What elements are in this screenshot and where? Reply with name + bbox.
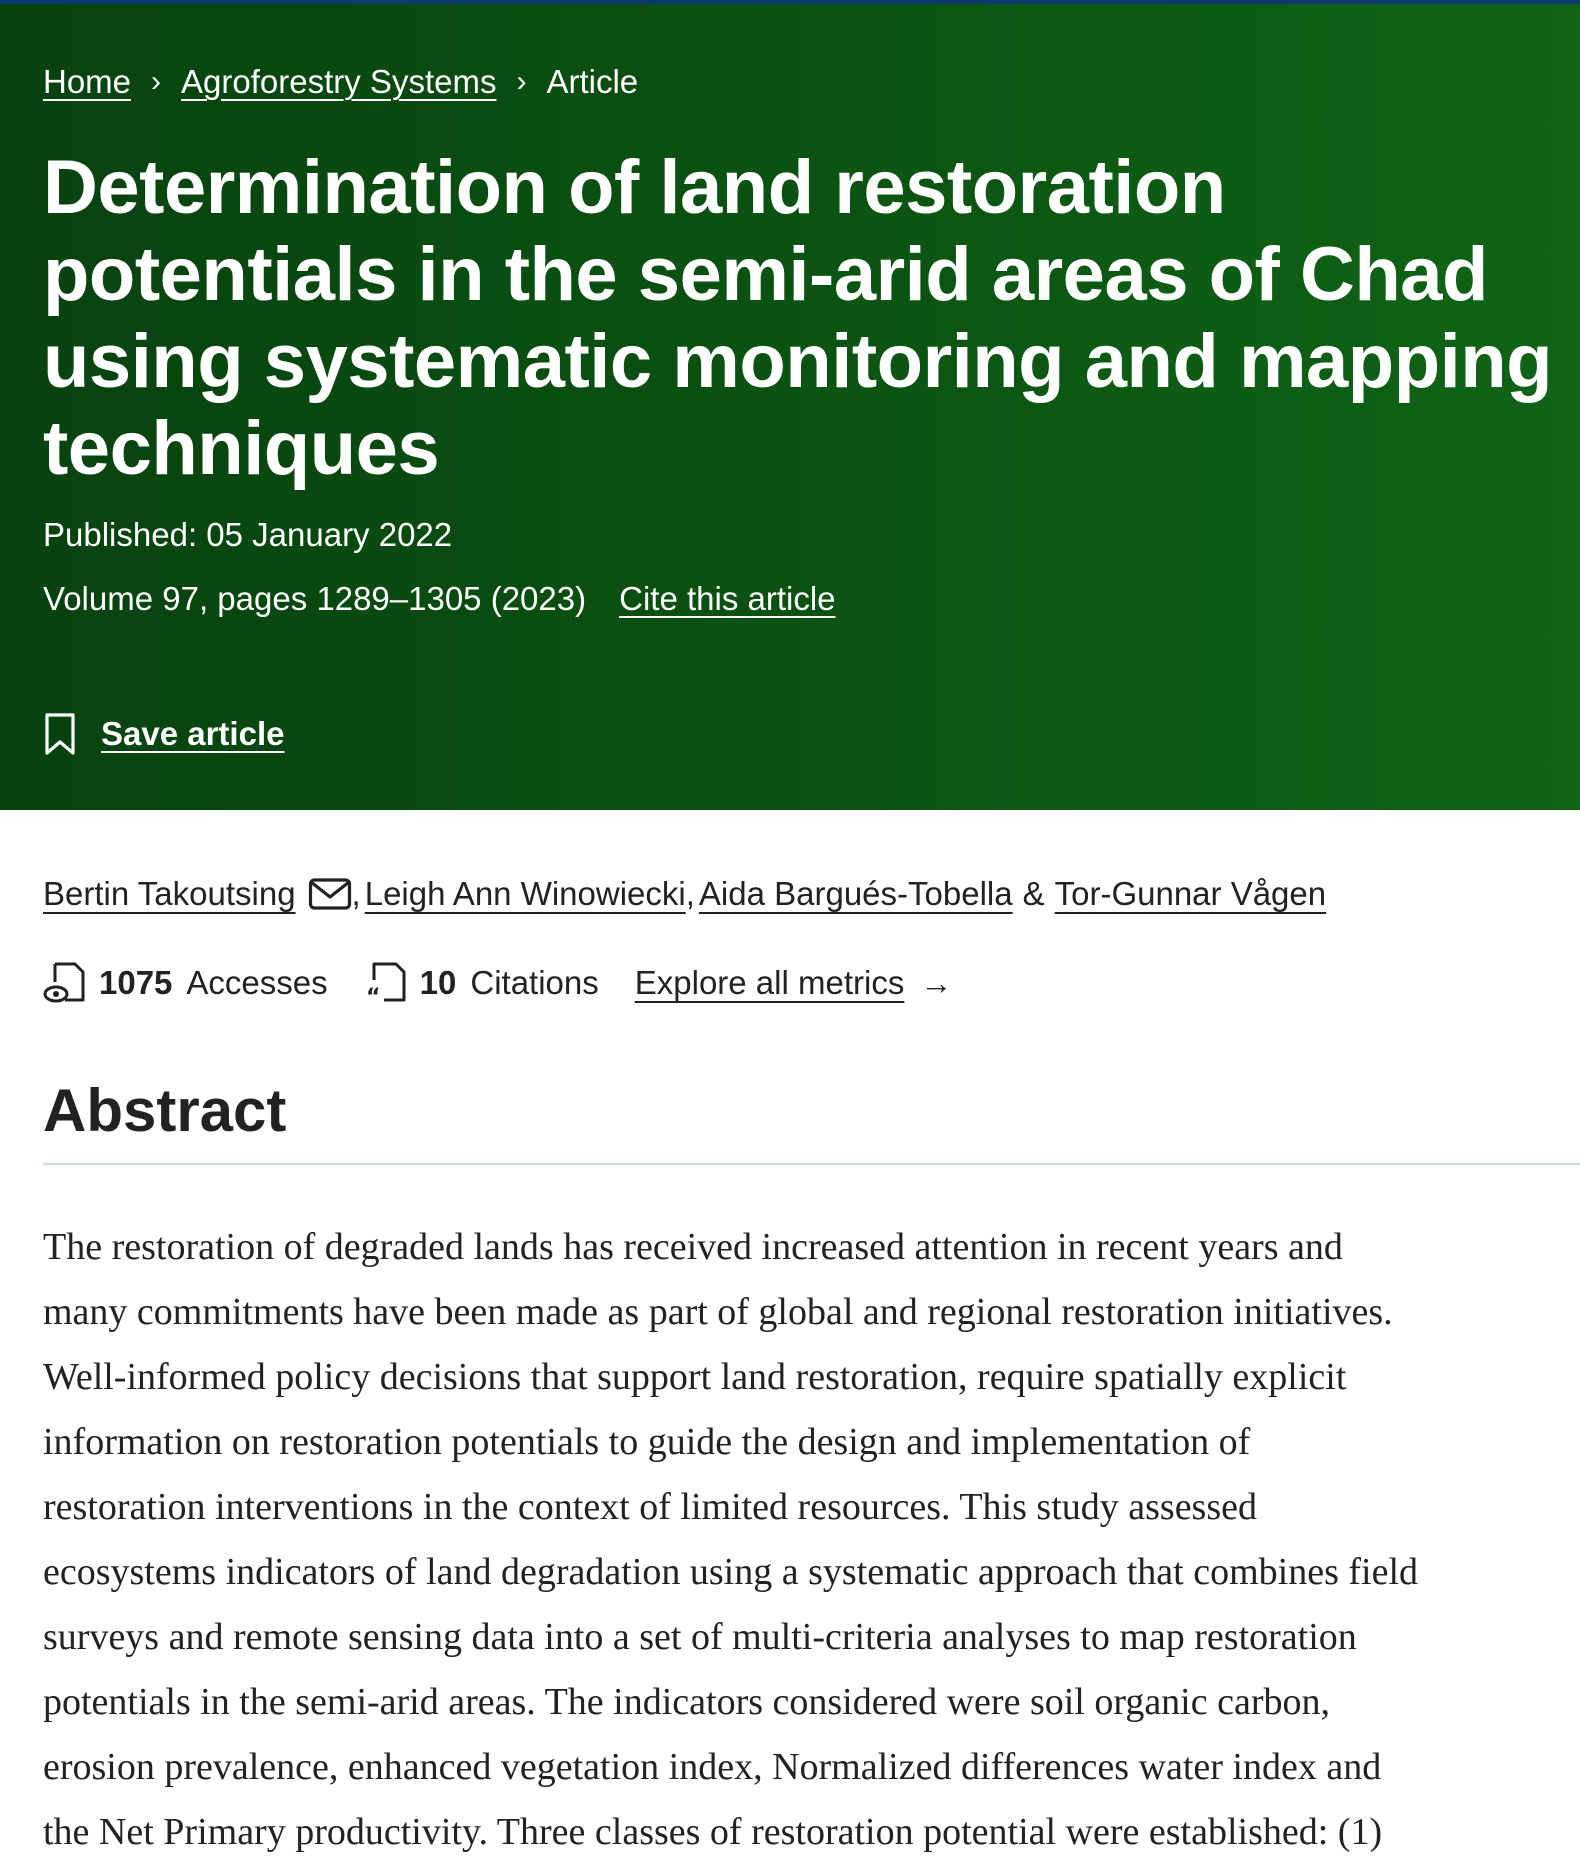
section-divider xyxy=(43,1163,1580,1165)
accesses-count: 1075 xyxy=(99,964,173,1001)
save-article-button[interactable] xyxy=(43,712,284,756)
citations-label: Citations xyxy=(470,964,599,1001)
abstract-line: surveys and remote sensing data into a set of multi-criteria analyses to map restoration xyxy=(43,1616,1357,1658)
article-header xyxy=(0,4,1580,810)
abstract-line: ecosystems indicators of land degradation using a systematic approach that combines field xyxy=(43,1551,1418,1593)
volume-info xyxy=(43,579,836,619)
breadcrumb-journal-link[interactable]: Agroforestry Systems xyxy=(181,63,497,100)
author-separator: , xyxy=(351,875,361,912)
author-link[interactable]: Tor-Gunnar Vågen xyxy=(1054,875,1327,912)
article-metrics xyxy=(43,960,952,1006)
published-date: Published: 05 January 2022 xyxy=(43,516,453,553)
article-title: Determination of land restoration potentials in the semi-arid areas of Chad using systematic monitoring and mapping techniques xyxy=(43,145,1553,491)
breadcrumb xyxy=(43,62,638,102)
abstract-heading: Abstract xyxy=(43,1077,287,1144)
author-link[interactable]: Bertin Takoutsing xyxy=(43,875,296,912)
breadcrumb-home-link[interactable]: Home xyxy=(43,63,132,100)
citations-metric xyxy=(364,960,599,1006)
abstract-line: erosion prevalence, enhanced vegetation index, Normalized differences water index and xyxy=(43,1746,1382,1788)
chevron-right-icon: › xyxy=(516,65,527,98)
abstract-line: potentials in the semi-arid areas. The indicators considered were soil organic carbon, xyxy=(43,1681,1330,1723)
svg-text:“: “ xyxy=(365,985,381,1006)
abstract-line: restoration interventions in the context of limited resources. This study assessed xyxy=(43,1486,1257,1528)
author-separator: & xyxy=(1022,875,1045,912)
arrow-right-icon: → xyxy=(920,965,953,1001)
abstract-line: Well-informed policy decisions that support land restoration, require spatially explicit xyxy=(43,1356,1347,1398)
author-link[interactable]: Aida Bargués-Tobella xyxy=(698,875,1013,912)
save-article-label: Save article xyxy=(101,715,285,752)
accesses-icon xyxy=(43,960,87,1006)
mail-icon[interactable] xyxy=(308,877,352,911)
author-separator: , xyxy=(685,875,695,912)
citations-icon xyxy=(364,960,408,1006)
explore-metrics-link[interactable]: Explore all metrics xyxy=(634,964,905,1001)
cite-article-link[interactable]: Cite this article xyxy=(619,580,836,617)
breadcrumb-current: Article xyxy=(546,63,639,100)
author-link[interactable]: Leigh Ann Winowiecki xyxy=(364,875,686,912)
abstract-line: the Net Primary productivity. Three classes of restoration potential were established: (1) xyxy=(43,1811,1383,1853)
abstract-line: many commitments have been made as part of global and regional restoration initiatives. xyxy=(43,1291,1393,1333)
abstract-line: The restoration of degraded lands has received increased attention in recent years and xyxy=(43,1226,1343,1268)
author-list xyxy=(43,874,1326,914)
abstract-body xyxy=(43,1215,1580,1865)
chevron-right-icon: › xyxy=(151,65,162,98)
bookmark-icon xyxy=(43,712,77,756)
volume-pages: Volume 97, pages 1289–1305 (2023) xyxy=(43,580,587,617)
citations-count: 10 xyxy=(419,964,457,1001)
accesses-metric xyxy=(43,960,328,1006)
accesses-label: Accesses xyxy=(186,964,328,1001)
abstract-line: information on restoration potentials to guide the design and implementation of xyxy=(43,1421,1251,1463)
